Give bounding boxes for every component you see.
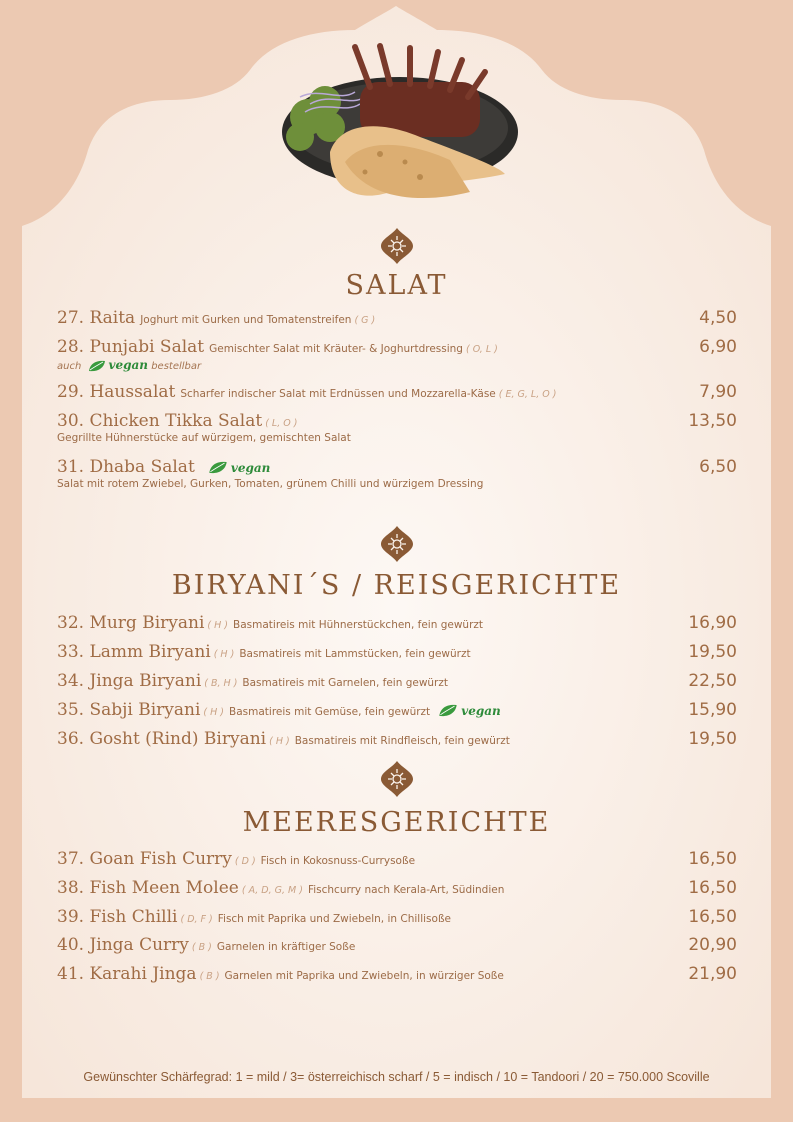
item-description: Basmatireis mit Garnelen, fein gewürzt [242,677,449,689]
item-name: 38. Fish Meen Molee [57,878,239,898]
menu-item-35 [57,700,737,726]
item-price: 6,90 [699,337,737,357]
lamb-chops-plate-image [270,42,520,212]
item-name: 30. Chicken Tikka Salat [57,411,263,431]
item-description: Garnelen mit Paprika und Zwiebeln, in würziger Soße [224,970,504,982]
item-allergens: ( O, L ) [465,344,498,355]
menu-item-30 [57,411,737,444]
item-name: 28. Punjabi Salat [57,337,205,357]
menu-item-36 [57,729,737,755]
menu-item-39 [57,907,737,933]
menu-item-40 [57,935,737,961]
item-price: 16,90 [688,613,737,633]
menu-item-38 [57,878,737,904]
item-name: 34. Jinga Biryani [57,671,202,691]
vegan-note: auch vegan bestellbar [57,358,202,372]
item-description: Garnelen in kräftiger Soße [216,941,356,953]
item-name: 39. Fish Chilli [57,907,178,927]
vegan-leaf-icon [208,461,228,474]
item-allergens: ( D ) [234,856,256,867]
item-description: Salat mit rotem Zwiebel, Gurken, Tomaten, grünem Chilli und würzigem Dressing [57,478,484,490]
item-description: Basmatireis mit Gemüse, fein gewürzt [229,706,431,718]
section-title-meeresgerichte: MEERESGERICHTE [242,807,551,838]
menu-item-28 [57,337,737,372]
item-allergens: ( D, F ) [180,914,213,925]
item-name: 35. Sabji Biryani [57,700,201,720]
menu-item-32 [57,613,737,639]
item-name: 41. Karahi Jinga [57,964,197,984]
item-price: 19,50 [688,729,737,749]
item-price: 7,90 [699,382,737,402]
vegan-label: vegan [461,704,501,718]
item-allergens: ( H ) [207,620,229,631]
item-price: 16,50 [688,849,737,869]
item-allergens: ( E, G, L, O ) [498,389,557,400]
item-price: 4,50 [699,308,737,328]
item-price: 19,50 [688,642,737,662]
vegan-leaf-icon [438,704,458,717]
item-name: 31. Dhaba Salat [57,457,195,477]
item-description: Scharfer indischer Salat mit Erdnüssen und Mozzarella-Käse [180,388,496,400]
item-description: Basmatireis mit Hühnerstückchen, fein gewürzt [233,619,484,631]
item-description: Gemischter Salat mit Kräuter- & Joghurtdressing [209,343,463,355]
item-price: 6,50 [699,457,737,477]
vegan-label: vegan [230,461,271,475]
item-name: 40. Jinga Curry [57,935,189,955]
menu-item-31 [57,457,737,490]
item-name: 33. Lamm Biryani [57,642,211,662]
item-description: Fisch in Kokosnuss-Currysoße [260,855,416,867]
item-description: Gegrillte Hühnerstücke auf würzigem, gemischten Salat [57,432,351,444]
item-allergens: ( G ) [354,315,376,326]
item-name: 37. Goan Fish Curry [57,849,232,869]
item-name: 32. Murg Biryani [57,613,205,633]
item-description: Fischcurry nach Kerala-Art, Südindien [307,884,505,896]
item-name: 29. Haussalat [57,382,176,402]
item-price: 13,50 [688,411,737,431]
item-name: 27. Raita [57,308,136,328]
item-description: Joghurt mit Gurken und Tomatenstreifen [140,314,352,326]
item-allergens: ( H ) [203,707,225,718]
item-allergens: ( B ) [191,942,212,953]
menu-item-29 [57,382,737,408]
item-price: 16,50 [688,878,737,898]
vegan-label: vegan [108,358,148,372]
item-price: 16,50 [688,907,737,927]
item-price: 20,90 [688,935,737,955]
ornament-biryani-icon [380,525,414,563]
item-price: 22,50 [688,671,737,691]
item-allergens: ( B, H ) [204,678,238,689]
item-description: Fisch mit Paprika und Zwiebeln, in Chillisoße [217,913,452,925]
item-price: 15,90 [688,700,737,720]
item-name: 36. Gosht (Rind) Biryani [57,729,267,749]
item-description: Basmatireis mit Lammstücken, fein gewürzt [239,648,471,660]
menu-item-37 [57,849,737,875]
item-description: Basmatireis mit Rindfleisch, fein gewürzt [294,735,510,747]
item-price: 21,90 [688,964,737,984]
section-title-salat: SALAT [345,270,448,301]
ornament-salat-icon [380,227,414,265]
item-allergens: ( H ) [213,649,235,660]
spiciness-footer-note: Gewünschter Schärfegrad: 1 = mild / 3= österreichisch scharf / 5 = indisch / 10 = Tandoori / 20 = 750.000 Scoville [83,1070,710,1084]
ornament-meeresgerichte-icon [380,760,414,798]
menu-item-27 [57,308,737,334]
menu-item-34 [57,671,737,697]
section-title-biryani: BIRYANI´S / REISGERICHTE [171,570,622,601]
item-allergens: ( L, O ) [265,418,298,429]
item-allergens: ( A, D, G, M ) [241,885,303,896]
menu-item-41 [57,964,737,990]
item-allergens: ( H ) [269,736,290,747]
menu-item-33 [57,642,737,668]
item-allergens: ( B ) [199,971,220,982]
